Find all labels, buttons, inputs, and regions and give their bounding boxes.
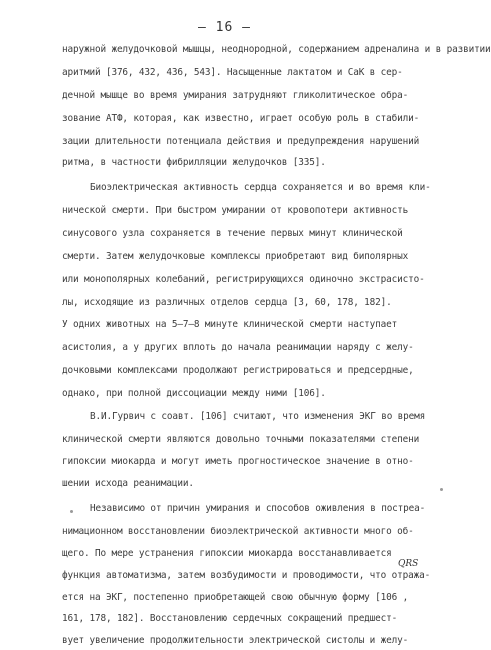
- text-line: синусового узла сохраняется в течение первых минут клинической: [62, 228, 403, 239]
- text-line: дечной мышце во время умирания затрудняют гликолитическое обра-: [62, 90, 409, 101]
- text-line: или монополярных колебаний, регистрирующихся одиночно экстрасисто-: [62, 274, 425, 285]
- text-line: В.И.Гурвич с соавт. [106] считают, что изменения ЭКГ во время: [90, 411, 426, 422]
- text-line: гипоксии миокарда и могут иметь прогностическое значение в отно-: [62, 456, 414, 467]
- text-line: нической смерти. При быстром умирании от кровопотери активность: [62, 205, 409, 216]
- text-line: У одних животных на 5–7–8 минуте клинической смерти наступает: [62, 319, 398, 330]
- text-line: асистолия, а у других вплоть до начала реанимации наряду с желу-: [62, 342, 414, 353]
- page-number: – 16 –: [198, 20, 251, 35]
- text-line: аритмий [376, 432, 436, 543]. Насыщенные лактатом и СаК в сер-: [62, 67, 403, 78]
- text-line: зование АТФ, которая, как известно, играет особую роль в стабили-: [62, 113, 420, 124]
- text-line: ритма, в частности фибрилляции желудочков [335].: [62, 157, 326, 168]
- text-line: зации длительности потенциала действия и предупреждения нарушений: [62, 136, 420, 147]
- scan-speck: [70, 510, 73, 513]
- text-line: Независимо от причин умирания и способов оживления в постреа-: [90, 503, 426, 514]
- text-line: смерти. Затем желудочковые комплексы приобретают вид биполярных: [62, 251, 409, 262]
- text-line: клинической смерти являются довольно точными показателями степени: [62, 434, 420, 445]
- text-line: лы, исходящие из различных отделов сердца [3, 60, 178, 182].: [62, 297, 392, 308]
- text-line: дочковыми комплексами продолжают регистрироваться и предсердные,: [62, 365, 414, 376]
- handwritten-annotation: QRS: [398, 559, 419, 569]
- text-line: функция автоматизма, затем возбудимости и проводимости, что отража-: [62, 570, 431, 581]
- text-line: шении исхода реанимации.: [62, 478, 194, 489]
- text-line: однако, при полной диссоциации между ними [106].: [62, 388, 326, 399]
- scan-speck: [440, 488, 443, 491]
- text-line: 161, 178, 182]. Восстановлению сердечных сокращений предшест-: [62, 613, 398, 624]
- text-line: вует увеличение продолжительности электрической систолы и желу-: [62, 635, 409, 646]
- text-line: щего. По мере устранения гипоксии миокарда восстанавливается: [62, 548, 392, 559]
- text-line: наружной желудочковой мышцы, неоднородной, содержанием адреналина и в развитии: [62, 44, 491, 55]
- text-line: ется на ЭКГ, постепенно приобретающей свою обычную форму [106 ,: [62, 592, 409, 603]
- text-line: нимационном восстановлении биоэлектрической активности много об-: [62, 526, 414, 537]
- text-line: Биоэлектрическая активность сердца сохраняется и во время кли-: [90, 182, 431, 193]
